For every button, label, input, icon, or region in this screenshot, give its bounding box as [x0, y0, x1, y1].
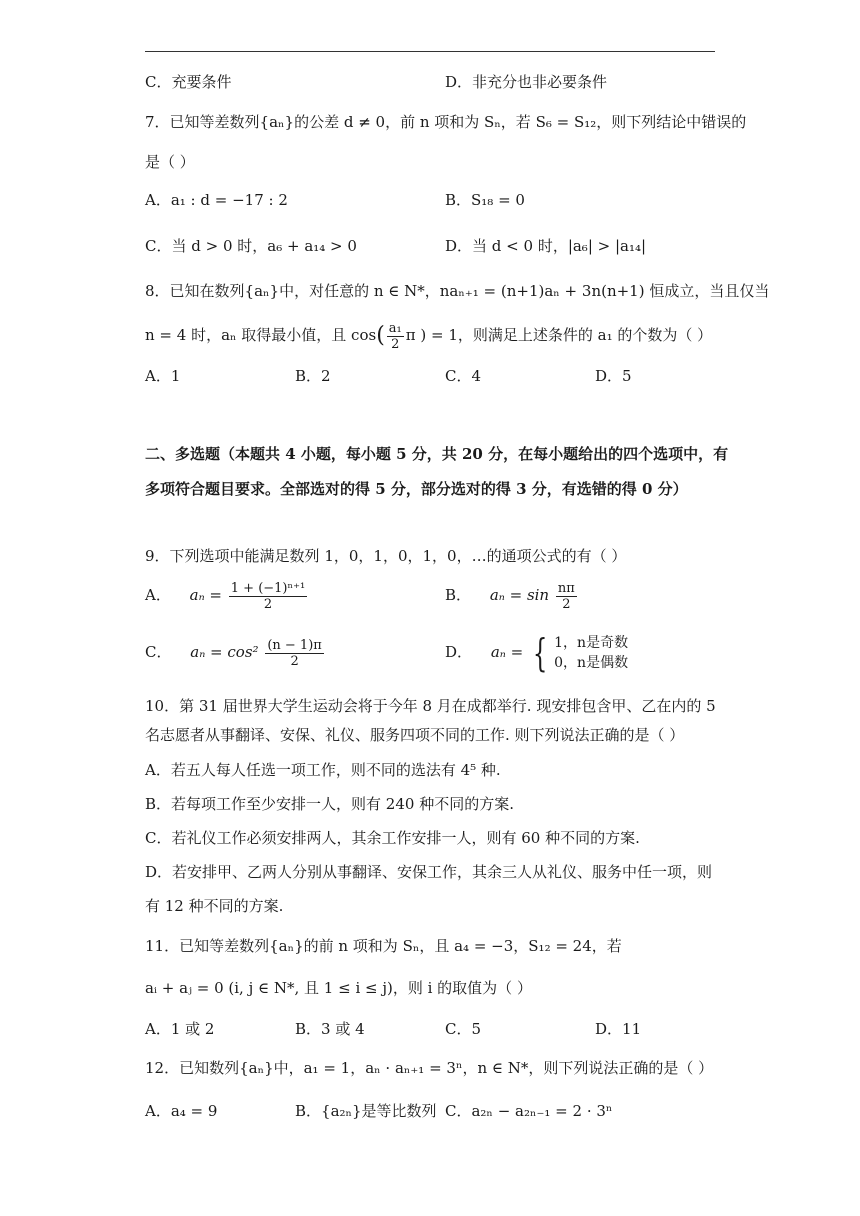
q12-option-b: B．{a₂ₙ}是等比数列: [295, 1102, 437, 1120]
q8-stem-line1: 8．已知在数列{aₙ}中，对任意的 n ∈ N*，naₙ₊₁ = (n+1)aₙ + 3n(n+1) 恒成立，当且仅当: [145, 282, 770, 300]
q7-stem-line2: 是（ ）: [145, 153, 195, 171]
q9-b-den: 2: [562, 596, 571, 612]
q9-a-fraction: [229, 581, 307, 612]
q9-d-cases: [528, 633, 628, 673]
header-rule: [145, 51, 715, 52]
q10-option-b: B．若每项工作至少安排一人，则有 240 种不同的方案.: [145, 795, 514, 813]
q9-b-label: B．: [445, 586, 472, 604]
q10-stem-line1: 10．第 31 届世界大学生运动会将于今年 8 月在成都举行. 现安排包含甲、乙在内的 5: [145, 697, 716, 715]
q7-option-c: C．当 d > 0 时，a₆ + a₁₄ > 0: [145, 237, 357, 255]
q9-option-d: [445, 630, 628, 674]
q9-d-label: D．: [445, 643, 473, 661]
q11-option-d: D．11: [595, 1020, 642, 1038]
q12-option-a: A．a₄ = 9: [145, 1102, 218, 1120]
q9-c-fraction: [265, 638, 324, 669]
q9-a-num: 1 + (−1)ⁿ⁺¹: [230, 580, 306, 596]
q8-option-c: C．4: [445, 367, 482, 385]
q11-option-c: C．5: [445, 1020, 482, 1038]
q9-c-label: C．: [145, 643, 172, 661]
q9-c-den: 2: [290, 653, 299, 669]
q9-b-lhs: aₙ = sin: [489, 586, 550, 604]
q11-option-b: B．3 或 4: [295, 1020, 365, 1038]
q8-frac-num: a₁: [388, 320, 402, 336]
q9-b-num: nπ: [557, 580, 575, 596]
q9-b-fraction: [556, 581, 577, 612]
q9-option-b: [445, 578, 579, 612]
q9-d-lhs: aₙ =: [490, 643, 524, 661]
section2-line2: 多项符合题目要求。全部选对的得 5 分，部分选对的得 3 分，有选错的得 0 分）: [145, 480, 688, 498]
q8-fraction: [387, 321, 404, 352]
q7-option-d: D．当 d < 0 时，|a₆| > |a₁₄|: [445, 237, 647, 255]
q10-stem-line2: 名志愿者从事翻译、安保、礼仪、服务四项不同的工作. 则下列说法正确的是（ ）: [145, 726, 685, 744]
q9-a-label: A．: [145, 586, 171, 604]
q12-option-c: C．a₂ₙ − a₂ₙ₋₁ = 2 · 3ⁿ: [445, 1102, 613, 1120]
q8-stem-line2: n = 4 时，aₙ 取得最小值，且 cos( $\frac{\text{a₁}}{2}$ π ) = 1，则满足上述条件的 a₁ 的个数为（ ）: [145, 320, 713, 352]
q10-option-c: C．若礼仪工作必须安排两人，其余工作安排一人，则有 60 种不同的方案.: [145, 829, 640, 847]
section2-line1: 二、多选题（本题共 4 小题，每小题 5 分，共 20 分，在每小题给出的四个选项中，有: [145, 445, 729, 463]
option-d: D．非充分也非必要条件: [445, 73, 608, 91]
q9-stem: 9．下列选项中能满足数列 1，0，1，0，1，0，…的通项公式的有（ ）: [145, 547, 627, 565]
q7-option-a: A．a₁ : d = −17 : 2: [145, 191, 288, 209]
q9-a-den: 2: [263, 596, 273, 612]
q10-option-a: A．若五人每人任选一项工作，则不同的选法有 4⁵ 种.: [145, 761, 501, 779]
q8-option-a: A．1: [145, 367, 181, 385]
q9-option-c: [145, 634, 326, 670]
q12-stem: 12．已知数列{aₙ}中，a₁ = 1，aₙ · aₙ₊₁ = 3ⁿ，n ∈ N*，则下列说法正确的是（ ）: [145, 1059, 714, 1077]
q9-d-case2: 0，n是偶数: [554, 655, 629, 671]
q9-c-num: (n − 1)π: [267, 637, 322, 653]
q8-option-d: D．5: [595, 367, 632, 385]
q10-option-d-line2: 有 12 种不同的方案.: [145, 897, 284, 915]
brace-icon: {: [532, 631, 548, 675]
q9-option-a: [145, 578, 309, 612]
q8-option-b: B．2: [295, 367, 331, 385]
q8-frac-den: 2: [391, 336, 400, 352]
q7-stem-line1: 7．已知等差数列{aₙ}的公差 d ≠ 0，前 n 项和为 Sₙ，若 S₆ = S₁₂，则下列结论中错误的: [145, 113, 747, 131]
q11-stem-line1: 11．已知等差数列{aₙ}的前 n 项和为 Sₙ，且 a₄ = −3，S₁₂ = 24，若: [145, 937, 622, 955]
q7-option-b: B．S₁₈ = 0: [445, 191, 525, 209]
q10-option-d-line1: D．若安排甲、乙两人分别从事翻译、安保工作，其余三人从礼仪、服务中任一项，则: [145, 863, 713, 881]
q11-option-a: A．1 或 2: [145, 1020, 215, 1038]
q9-a-lhs: aₙ =: [189, 586, 222, 604]
option-c: C．充要条件: [145, 73, 232, 91]
q8-stem-line2-pre: n = 4 时，aₙ 取得最小值，且 cos: [145, 326, 377, 344]
q11-stem-line2: aᵢ + aⱼ = 0 (i, j ∈ N*, 且 1 ≤ i ≤ j)，则 i 的取值为（ ）: [145, 979, 532, 997]
q8-stem-line2-post: π ) = 1，则满足上述条件的 a₁ 的个数为（ ）: [405, 326, 713, 344]
q9-c-lhs: aₙ = cos²: [190, 643, 259, 661]
q9-d-case1: 1，n是奇数: [554, 635, 629, 651]
